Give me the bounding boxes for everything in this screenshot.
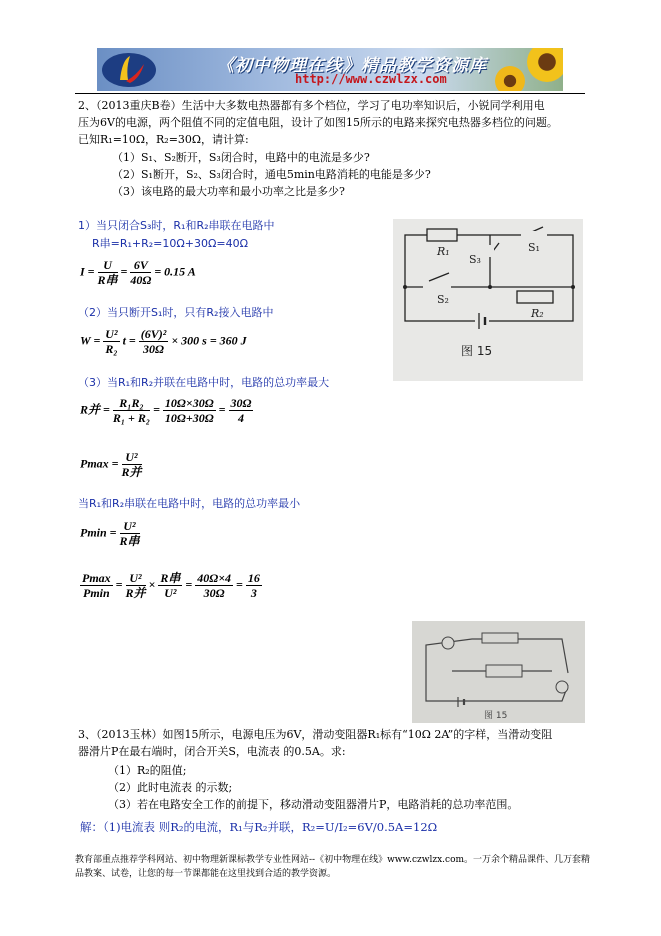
eq-lhs: I =	[80, 264, 95, 279]
q2-sub1: （1）S₁、S₂断开，S₃闭合时，电路中的电流是多少?	[112, 151, 370, 164]
eq-den: R₂	[105, 342, 118, 356]
eq-num: 16	[247, 571, 260, 585]
sunflower-icon	[495, 66, 525, 91]
eq-num: (6V)²	[140, 327, 167, 341]
eq-time: t =	[122, 333, 136, 348]
eq-den: R并	[125, 586, 146, 600]
equation-pmax	[80, 450, 142, 479]
q3-line2: 器滑片P在最右端时，闭合开关S，电流表 的0.5A。求:	[78, 745, 346, 758]
ammeter-icon	[556, 681, 568, 693]
q2-sub3: （3）该电路的最大功率和最小功率之比是多少?	[112, 185, 345, 198]
resistor-r2	[517, 291, 553, 303]
eq-num: U²	[105, 327, 118, 341]
header-divider	[75, 93, 585, 94]
eq-lhs: Pmin =	[80, 525, 117, 540]
q2-sub2: （2）S₁断开，S₂、S₃闭合时，通电5min电路消耗的电能是多少?	[112, 168, 431, 181]
resistor-r1	[427, 229, 457, 241]
eq-den: 30Ω	[143, 342, 164, 356]
circuit-diagram	[412, 621, 585, 723]
sunflower-icon	[527, 48, 563, 82]
figure-caption: 图 15	[484, 711, 508, 721]
header-banner	[97, 48, 563, 91]
eq-num: U	[98, 258, 118, 273]
label-r1: R₁	[437, 245, 450, 258]
eq-den: R串	[97, 273, 118, 287]
label-s1: S₁	[528, 241, 540, 254]
eq-den: R串	[119, 534, 140, 548]
eq-lhs: W =	[80, 333, 101, 348]
q3-answer: 解：（1)电流表 则R₂的电流，R₁与R₂并联，R₂=U/I₂=6V/0.5A=12Ω	[80, 820, 438, 834]
q2-solution1-eq: R串=R₁+R₂=10Ω+30Ω=40Ω	[92, 237, 249, 250]
label-s3: S₃	[469, 253, 481, 266]
footer-note: 教育部重点推荐学科网站、初中物理新课标教学专业性网站--《初中物理在线》www.czwlzx.com。一万余个精品课件、几万套精品教案、试卷，让您的每一节课都能在这里找到合适的教学资源。	[75, 855, 591, 879]
eq-num: U²	[126, 571, 146, 586]
equation-parallel-resistance: R并 = $\frac{\text{R₁R₂}}{\text{R₁ + R₂}}$ = $\frac{10\Omega\times 30\Omega}{10\Omega+30\Omega}$ = $\frac{30\Omega}{4}$	[80, 396, 252, 425]
q2-solution4: 当R₁和R₂串联在电路中时，电路的总功率最小	[78, 497, 301, 510]
q3-sub1: （1）R₂的阻值;	[108, 764, 187, 777]
label-r2: R₂	[531, 307, 544, 320]
label-s2: S₂	[437, 293, 449, 306]
resistor	[482, 633, 518, 643]
eq-num: 10Ω×30Ω	[164, 396, 214, 410]
eq-lhs: Pmax =	[80, 456, 119, 471]
circuit-figure-q3	[412, 621, 585, 723]
q2-line1: 2、（2013重庆B卷）生活中大多数电热器都有多个档位，学习了电功率知识后，小锐同学利用电	[78, 99, 545, 112]
q3-sub2: （2）此时电流表 的示数;	[108, 781, 233, 794]
q2-solution1: 1）当只闭合S₃时，R₁和R₂串联在电路中	[78, 219, 275, 232]
site-url[interactable]: http://www.czwlzx.com	[295, 72, 447, 86]
site-logo-icon	[100, 50, 158, 89]
equation-energy	[80, 327, 247, 356]
rheostat	[486, 665, 522, 677]
eq-den: Pmin	[83, 586, 110, 600]
eq-num: 30Ω	[230, 396, 252, 410]
q2-line3: 已知R₁=10Ω，R₂=30Ω，请计算:	[78, 133, 249, 146]
circuit-figure-q2	[393, 219, 583, 381]
equation-pmin	[80, 519, 140, 548]
q3-sub3: （3）若在电路安全工作的前提下，移动滑动变阻器滑片P，电路消耗的总功率范围。	[108, 798, 519, 811]
eq-den: R₁ + R₂	[112, 411, 151, 425]
eq-result: = 0.15 A	[154, 264, 196, 279]
eq-den: 40Ω	[130, 273, 152, 287]
eq-den: U²	[164, 586, 177, 600]
circuit-diagram	[393, 219, 583, 381]
eq-den: 3	[250, 586, 257, 600]
eq-num: Pmax	[82, 571, 111, 585]
eq-num: U²	[120, 519, 140, 534]
eq-num: U²	[122, 450, 142, 465]
eq-num: R₁R₂	[113, 396, 150, 411]
eq-den: 10Ω+30Ω	[164, 411, 214, 425]
q2-solution3: （3）当R₁和R₂并联在电路中时，电路的总功率最大	[78, 376, 330, 389]
eq-den: 30Ω	[203, 586, 225, 600]
eq-result: × 300 s = 360 J	[171, 333, 247, 348]
equation-power-ratio: $\frac{Pmax}{Pmin}$ = $\frac{\text{U²}}{\text{R并}}$ × $\frac{\text{R串}}{\text{U²}}$ = $\frac{40\Omega\times 4}{30\Omega}$ = $\frac{16}{3}$	[82, 571, 260, 600]
eq-num: 6V	[130, 258, 151, 273]
q2-line2: 压为6V的电源，两个阻值不同的定值电阻，设计了如图15所示的电路来探究电热器多档位的问题。	[78, 116, 558, 129]
eq-den: R并	[121, 465, 142, 479]
q2-solution2: （2）当只断开S₁时，只有R₂接入电路中	[78, 306, 274, 319]
eq-num: 40Ω×4	[197, 571, 232, 585]
eq-num: R串	[160, 571, 181, 585]
figure-caption: 图 15	[461, 344, 493, 358]
equation-current: I = $\frac{U}{\text{R串}}$ = $\frac{6V}{40\Omega}$ = 0.15 A	[80, 258, 196, 287]
ammeter-icon	[442, 637, 454, 649]
q3-line1: 3、（2013玉林）如图15所示，电源电压为6V，滑动变阻器R₁标有“10Ω 2A”的字样，当滑动变阻	[78, 728, 553, 741]
eq-den: 4	[237, 411, 244, 425]
eq-lhs: R并 =	[80, 402, 110, 417]
site-title: 《初中物理在线》精品教学资源库	[217, 56, 487, 76]
